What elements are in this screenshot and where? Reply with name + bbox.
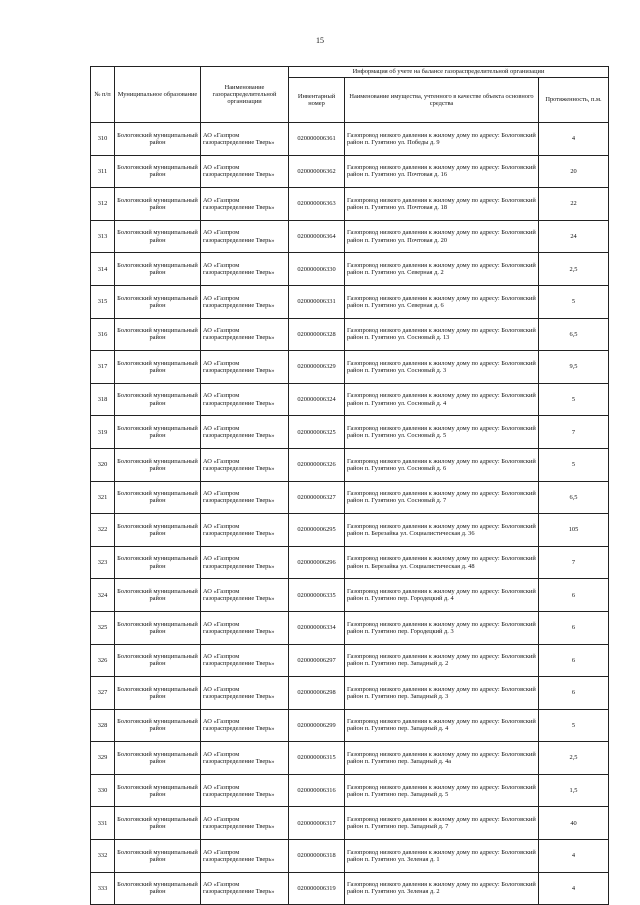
row-asset-name: Газопровод низкого давления к жилому дому по адресу: Бологовский район п. Гузятино ул. Зеленая д. 1 bbox=[345, 840, 539, 873]
row-asset-name: Газопровод низкого давления к жилому дому по адресу: Бологовский район п. Гузятино пер. Западный д. 4 bbox=[345, 709, 539, 742]
row-asset-name: Газопровод низкого давления к жилому дому по адресу: Бологовский район п. Гузятино пер. Городецкий д. 4 bbox=[345, 579, 539, 612]
row-number: 332 bbox=[91, 840, 115, 873]
row-asset-name: Газопровод низкого давления к жилому дому по адресу: Бологовский район п. Гузятино пер. Западный д. 4а bbox=[345, 742, 539, 775]
row-number: 319 bbox=[91, 416, 115, 449]
row-municipality: Бологовский муниципальный район bbox=[115, 742, 201, 775]
table-row bbox=[91, 383, 609, 416]
row-number: 311 bbox=[91, 155, 115, 188]
row-municipality: Бологовский муниципальный район bbox=[115, 155, 201, 188]
row-length: 7 bbox=[539, 546, 609, 579]
row-municipality: Бологовский муниципальный район bbox=[115, 220, 201, 253]
table-row bbox=[91, 318, 609, 351]
row-number: 322 bbox=[91, 514, 115, 547]
row-inventory-number: 020000006295 bbox=[289, 514, 345, 547]
row-number: 320 bbox=[91, 448, 115, 481]
table-row bbox=[91, 123, 609, 156]
table-row bbox=[91, 677, 609, 710]
table-row bbox=[91, 709, 609, 742]
row-inventory-number: 020000006298 bbox=[289, 677, 345, 710]
row-length: 6,5 bbox=[539, 481, 609, 514]
row-inventory-number: 020000006335 bbox=[289, 579, 345, 612]
row-inventory-number: 020000006364 bbox=[289, 220, 345, 253]
table-row bbox=[91, 644, 609, 677]
row-asset-name: Газопровод низкого давления к жилому дому по адресу: Бологовский район п. Гузятино ул. Победы д. 9 bbox=[345, 123, 539, 156]
row-inventory-number: 020000006317 bbox=[289, 807, 345, 840]
row-length: 2,5 bbox=[539, 742, 609, 775]
table-row bbox=[91, 579, 609, 612]
row-asset-name: Газопровод низкого давления к жилому дому по адресу: Бологовский район п. Гузятино пер. Западный д. 7 bbox=[345, 807, 539, 840]
row-inventory-number: 020000006296 bbox=[289, 546, 345, 579]
row-asset-name: Газопровод низкого давления к жилому дому по адресу: Бологовский район п. Гузятино пер. Городецкий д. 3 bbox=[345, 611, 539, 644]
header-inventory: Инвентарный номер bbox=[289, 78, 345, 123]
row-length: 6,5 bbox=[539, 318, 609, 351]
row-municipality: Бологовский муниципальный район bbox=[115, 351, 201, 384]
row-municipality: Бологовский муниципальный район bbox=[115, 774, 201, 807]
row-organization: АО «Газпром газораспределение Тверь» bbox=[201, 481, 289, 514]
row-municipality: Бологовский муниципальный район bbox=[115, 611, 201, 644]
row-organization: АО «Газпром газораспределение Тверь» bbox=[201, 383, 289, 416]
row-municipality: Бологовский муниципальный район bbox=[115, 872, 201, 905]
table-row bbox=[91, 611, 609, 644]
row-inventory-number: 020000006324 bbox=[289, 383, 345, 416]
table-row bbox=[91, 285, 609, 318]
row-asset-name: Газопровод низкого давления к жилому дому по адресу: Бологовский район п. Гузятино ул. Сосновый д. 3 bbox=[345, 351, 539, 384]
row-inventory-number: 020000006334 bbox=[289, 611, 345, 644]
header-balance-group: Информация об учете на балансе газораспределительной организации bbox=[289, 67, 609, 78]
row-asset-name: Газопровод низкого давления к жилому дому по адресу: Бологовский район п. Березайка ул. Социалистическая д. 48 bbox=[345, 546, 539, 579]
row-municipality: Бологовский муниципальный район bbox=[115, 188, 201, 221]
row-number: 310 bbox=[91, 123, 115, 156]
row-municipality: Бологовский муниципальный район bbox=[115, 318, 201, 351]
row-asset-name: Газопровод низкого давления к жилому дому по адресу: Бологовский район п. Гузятино ул. Зеленая д. 2 bbox=[345, 872, 539, 905]
row-municipality: Бологовский муниципальный район bbox=[115, 514, 201, 547]
row-inventory-number: 020000006330 bbox=[289, 253, 345, 286]
row-organization: АО «Газпром газораспределение Тверь» bbox=[201, 677, 289, 710]
row-organization: АО «Газпром газораспределение Тверь» bbox=[201, 644, 289, 677]
table-header bbox=[91, 67, 609, 123]
row-organization: АО «Газпром газораспределение Тверь» bbox=[201, 285, 289, 318]
row-asset-name: Газопровод низкого давления к жилому дому по адресу: Бологовский район п. Гузятино ул. Северная д. 6 bbox=[345, 285, 539, 318]
header-num: № п/п bbox=[91, 67, 115, 123]
row-organization: АО «Газпром газораспределение Тверь» bbox=[201, 220, 289, 253]
row-inventory-number: 020000006361 bbox=[289, 123, 345, 156]
row-municipality: Бологовский муниципальный район bbox=[115, 644, 201, 677]
table-row bbox=[91, 351, 609, 384]
row-inventory-number: 020000006299 bbox=[289, 709, 345, 742]
row-length: 5 bbox=[539, 709, 609, 742]
row-length: 5 bbox=[539, 448, 609, 481]
row-asset-name: Газопровод низкого давления к жилому дому по адресу: Бологовский район п. Гузятино ул. Сосновый д. 13 bbox=[345, 318, 539, 351]
row-inventory-number: 020000006329 bbox=[289, 351, 345, 384]
row-municipality: Бологовский муниципальный район bbox=[115, 383, 201, 416]
row-length: 6 bbox=[539, 644, 609, 677]
table-row bbox=[91, 155, 609, 188]
row-asset-name: Газопровод низкого давления к жилому дому по адресу: Бологовский район п. Гузятино ул. Почтовая д. 20 bbox=[345, 220, 539, 253]
row-organization: АО «Газпром газораспределение Тверь» bbox=[201, 514, 289, 547]
row-length: 9,5 bbox=[539, 351, 609, 384]
row-length: 7 bbox=[539, 416, 609, 449]
header-organization: Наименование газораспределительной организации bbox=[201, 67, 289, 123]
row-number: 323 bbox=[91, 546, 115, 579]
row-number: 331 bbox=[91, 807, 115, 840]
table-row bbox=[91, 807, 609, 840]
row-number: 313 bbox=[91, 220, 115, 253]
row-inventory-number: 020000006297 bbox=[289, 644, 345, 677]
table-row bbox=[91, 253, 609, 286]
row-inventory-number: 020000006316 bbox=[289, 774, 345, 807]
row-asset-name: Газопровод низкого давления к жилому дому по адресу: Бологовский район п. Гузятино пер. Западный д. 2 bbox=[345, 644, 539, 677]
row-organization: АО «Газпром газораспределение Тверь» bbox=[201, 123, 289, 156]
row-municipality: Бологовский муниципальный район bbox=[115, 253, 201, 286]
row-municipality: Бологовский муниципальный район bbox=[115, 123, 201, 156]
row-number: 329 bbox=[91, 742, 115, 775]
row-length: 4 bbox=[539, 123, 609, 156]
row-organization: АО «Газпром газораспределение Тверь» bbox=[201, 155, 289, 188]
row-inventory-number: 020000006326 bbox=[289, 448, 345, 481]
row-number: 325 bbox=[91, 611, 115, 644]
row-number: 317 bbox=[91, 351, 115, 384]
table-row bbox=[91, 188, 609, 221]
row-number: 321 bbox=[91, 481, 115, 514]
table-row bbox=[91, 514, 609, 547]
row-number: 312 bbox=[91, 188, 115, 221]
register-table bbox=[90, 66, 609, 905]
row-asset-name: Газопровод низкого давления к жилому дому по адресу: Бологовский район п. Гузятино ул. Сосновый д. 4 bbox=[345, 383, 539, 416]
page-number: 15 bbox=[316, 36, 324, 45]
row-municipality: Бологовский муниципальный район bbox=[115, 448, 201, 481]
row-inventory-number: 020000006331 bbox=[289, 285, 345, 318]
row-number: 326 bbox=[91, 644, 115, 677]
header-length: Протяженность, п.м. bbox=[539, 78, 609, 123]
header-municipality: Муниципальное образование bbox=[115, 67, 201, 123]
row-asset-name: Газопровод низкого давления к жилому дому по адресу: Бологовский район п. Гузятино ул. Почтовая д. 16 bbox=[345, 155, 539, 188]
table-row bbox=[91, 742, 609, 775]
row-organization: АО «Газпром газораспределение Тверь» bbox=[201, 448, 289, 481]
row-organization: АО «Газпром газораспределение Тверь» bbox=[201, 188, 289, 221]
row-length: 22 bbox=[539, 188, 609, 221]
table-row bbox=[91, 481, 609, 514]
row-municipality: Бологовский муниципальный район bbox=[115, 285, 201, 318]
row-inventory-number: 020000006318 bbox=[289, 840, 345, 873]
row-inventory-number: 020000006328 bbox=[289, 318, 345, 351]
row-organization: АО «Газпром газораспределение Тверь» bbox=[201, 546, 289, 579]
table-row bbox=[91, 774, 609, 807]
table-row bbox=[91, 840, 609, 873]
row-asset-name: Газопровод низкого давления к жилому дому по адресу: Бологовский район п. Гузятино ул. Северная д. 2 bbox=[345, 253, 539, 286]
row-length: 20 bbox=[539, 155, 609, 188]
row-number: 327 bbox=[91, 677, 115, 710]
row-municipality: Бологовский муниципальный район bbox=[115, 416, 201, 449]
row-municipality: Бологовский муниципальный район bbox=[115, 579, 201, 612]
row-organization: АО «Газпром газораспределение Тверь» bbox=[201, 253, 289, 286]
row-organization: АО «Газпром газораспределение Тверь» bbox=[201, 351, 289, 384]
row-length: 5 bbox=[539, 285, 609, 318]
row-number: 330 bbox=[91, 774, 115, 807]
row-length: 6 bbox=[539, 579, 609, 612]
row-length: 2,5 bbox=[539, 253, 609, 286]
row-municipality: Бологовский муниципальный район bbox=[115, 481, 201, 514]
row-length: 6 bbox=[539, 611, 609, 644]
row-municipality: Бологовский муниципальный район bbox=[115, 677, 201, 710]
row-organization: АО «Газпром газораспределение Тверь» bbox=[201, 840, 289, 873]
row-inventory-number: 020000006327 bbox=[289, 481, 345, 514]
header-asset-name: Наименование имущества, учтенного в качестве объекта основного средства bbox=[345, 78, 539, 123]
row-inventory-number: 020000006363 bbox=[289, 188, 345, 221]
row-asset-name: Газопровод низкого давления к жилому дому по адресу: Бологовский район п. Гузятино ул. Сосновый д. 5 bbox=[345, 416, 539, 449]
row-organization: АО «Газпром газораспределение Тверь» bbox=[201, 416, 289, 449]
row-number: 328 bbox=[91, 709, 115, 742]
row-municipality: Бологовский муниципальный район bbox=[115, 840, 201, 873]
row-organization: АО «Газпром газораспределение Тверь» bbox=[201, 872, 289, 905]
row-organization: АО «Газпром газораспределение Тверь» bbox=[201, 742, 289, 775]
row-inventory-number: 020000006315 bbox=[289, 742, 345, 775]
row-length: 6 bbox=[539, 677, 609, 710]
row-municipality: Бологовский муниципальный район bbox=[115, 709, 201, 742]
row-number: 316 bbox=[91, 318, 115, 351]
row-inventory-number: 020000006319 bbox=[289, 872, 345, 905]
row-asset-name: Газопровод низкого давления к жилому дому по адресу: Бологовский район п. Березайка ул. Социалистическая д. 36 bbox=[345, 514, 539, 547]
row-organization: АО «Газпром газораспределение Тверь» bbox=[201, 611, 289, 644]
table-row bbox=[91, 416, 609, 449]
row-organization: АО «Газпром газораспределение Тверь» bbox=[201, 774, 289, 807]
row-length: 1,5 bbox=[539, 774, 609, 807]
row-length: 24 bbox=[539, 220, 609, 253]
table-row bbox=[91, 220, 609, 253]
row-municipality: Бологовский муниципальный район bbox=[115, 546, 201, 579]
table-row bbox=[91, 872, 609, 905]
row-asset-name: Газопровод низкого давления к жилому дому по адресу: Бологовский район п. Гузятино пер. Западный д. 3 bbox=[345, 677, 539, 710]
row-organization: АО «Газпром газораспределение Тверь» bbox=[201, 709, 289, 742]
row-organization: АО «Газпром газораспределение Тверь» bbox=[201, 579, 289, 612]
row-asset-name: Газопровод низкого давления к жилому дому по адресу: Бологовский район п. Гузятино ул. Сосновый д. 6 bbox=[345, 448, 539, 481]
row-municipality: Бологовский муниципальный район bbox=[115, 807, 201, 840]
row-asset-name: Газопровод низкого давления к жилому дому по адресу: Бологовский район п. Гузятино ул. Почтовая д. 18 bbox=[345, 188, 539, 221]
row-length: 5 bbox=[539, 383, 609, 416]
row-number: 315 bbox=[91, 285, 115, 318]
row-asset-name: Газопровод низкого давления к жилому дому по адресу: Бологовский район п. Гузятино ул. Сосновый д. 7 bbox=[345, 481, 539, 514]
table-row bbox=[91, 448, 609, 481]
row-number: 314 bbox=[91, 253, 115, 286]
row-number: 333 bbox=[91, 872, 115, 905]
row-length: 40 bbox=[539, 807, 609, 840]
row-asset-name: Газопровод низкого давления к жилому дому по адресу: Бологовский район п. Гузятино пер. Западный д. 5 bbox=[345, 774, 539, 807]
row-length: 105 bbox=[539, 514, 609, 547]
row-organization: АО «Газпром газораспределение Тверь» bbox=[201, 318, 289, 351]
table-body bbox=[91, 123, 609, 905]
row-inventory-number: 020000006362 bbox=[289, 155, 345, 188]
row-length: 4 bbox=[539, 872, 609, 905]
row-number: 318 bbox=[91, 383, 115, 416]
row-inventory-number: 020000006325 bbox=[289, 416, 345, 449]
table-row bbox=[91, 546, 609, 579]
row-organization: АО «Газпром газораспределение Тверь» bbox=[201, 807, 289, 840]
row-length: 4 bbox=[539, 840, 609, 873]
row-number: 324 bbox=[91, 579, 115, 612]
